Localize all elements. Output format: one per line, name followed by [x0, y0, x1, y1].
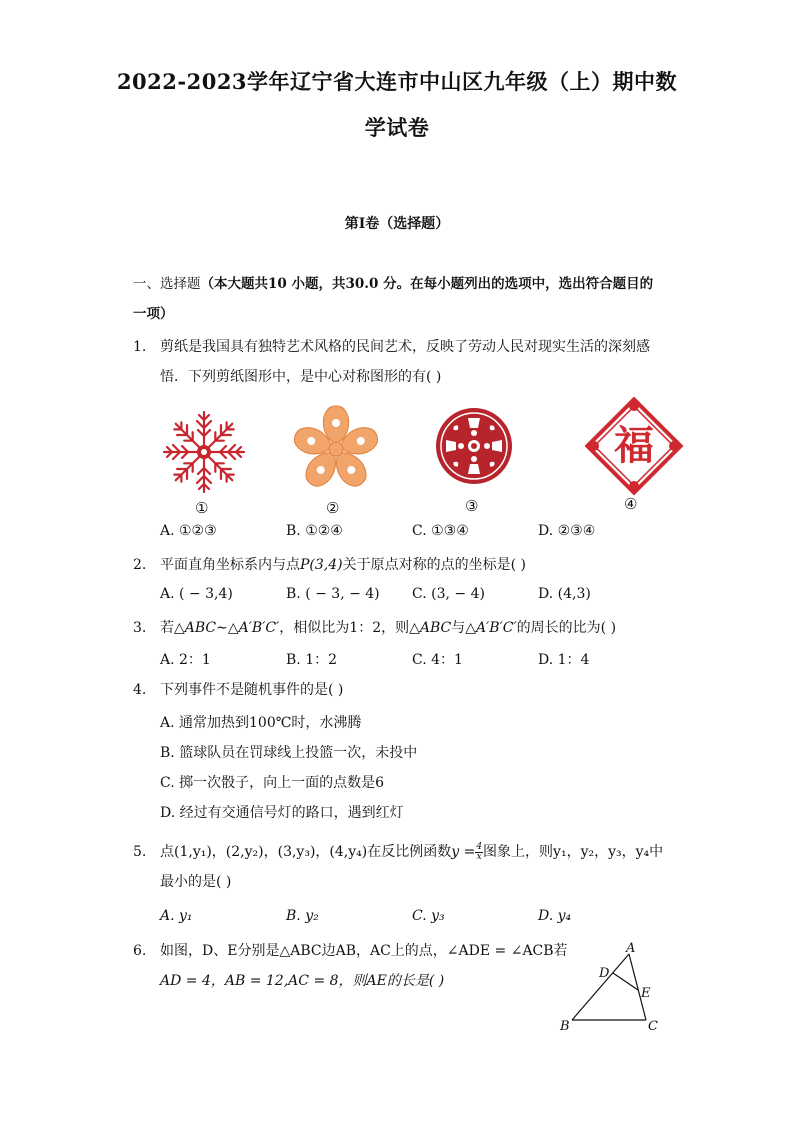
question-text-line1 [160, 837, 673, 867]
section-desc: （本大题共10 小题，共30.0 分。在每小题列出的选项中，选出符合题目的 [200, 276, 654, 292]
point-label: P(3,4) [300, 557, 343, 573]
question-2 [133, 550, 673, 580]
option-a[interactable]: A. 2：1 [160, 652, 211, 668]
section-desc-line2: 一项） [133, 306, 174, 322]
question-text-line2: 悟．下列剪纸图形中，是中心对称图形的有( ) [160, 369, 442, 385]
text-part: 图象上，则y₁，y₂，y₃，y₄中 [483, 844, 664, 860]
fu-character-papercut-figure [584, 396, 684, 496]
option-a[interactable]: A. 通常加热到100℃时，水沸腾 [160, 715, 362, 731]
text-part: 点(1,y₁)，(2,y₂)，(3,y₃)，(4,y₄)在反比例函数 [160, 844, 452, 860]
section-header [133, 269, 673, 299]
question-number: 3. [133, 620, 147, 636]
option-d[interactable]: D. (4,3) [538, 586, 591, 602]
similarity-expr: △ABC∼△A′B′C′ [174, 620, 280, 636]
question-number: 4. [133, 682, 147, 698]
option-c[interactable]: C. 4：1 [412, 652, 463, 668]
text-part: 的周长的比为( ) [516, 620, 617, 636]
question-text: 下列事件不是随机事件的是( ) [160, 682, 344, 698]
option-d[interactable]: D. 1：4 [538, 652, 590, 668]
medallion-papercut-figure [434, 406, 514, 486]
vertex-a-label: A [626, 941, 636, 956]
option-a[interactable]: A. y₁ [160, 908, 193, 924]
question-5 [133, 837, 673, 897]
option-a[interactable]: A. ①②③ [160, 523, 217, 539]
figure-label-3: ③ [465, 497, 479, 515]
option-b[interactable]: B. ( − 3, − 4) [286, 586, 380, 602]
option-b[interactable]: B. ①②④ [286, 523, 343, 539]
flower-papercut-figure [291, 404, 381, 494]
vertex-e-label: E [641, 986, 651, 1001]
text-part: 关于原点对称的点的坐标是( ) [342, 557, 526, 573]
text-part: 与 [451, 620, 466, 636]
fraction [475, 843, 483, 862]
text-part: 若 [160, 620, 174, 636]
question-6 [133, 936, 573, 996]
question-text-line2: AD = 4，AB = 12,AC = 8，则AE的长是( ) [160, 973, 445, 989]
option-b[interactable]: B. y₂ [286, 908, 319, 924]
text-part: ，相似比为1：2，则 [279, 620, 410, 636]
option-d[interactable]: D. ②③④ [538, 523, 596, 539]
q3-options [160, 649, 680, 673]
option-b[interactable]: B. 1：2 [286, 652, 338, 668]
figure-label-4: ④ [624, 495, 638, 513]
option-c[interactable]: C. 掷一次骰子，向上一面的点数是6 [160, 775, 385, 791]
vertex-c-label: C [648, 1019, 658, 1034]
triangle-label: △ABC [409, 620, 452, 636]
option-c[interactable]: C. y₃ [412, 908, 445, 924]
section-label: 一、选择题 [133, 276, 201, 292]
fu-character: 福 [614, 423, 654, 469]
option-b[interactable]: B. 篮球队员在罚球线上投篮一次，未投中 [160, 745, 418, 761]
question-text-line2: 最小的是( ) [160, 874, 232, 890]
option-d[interactable]: D. y₄ [538, 908, 572, 924]
snowflake-papercut-figure [162, 410, 246, 494]
triangle-diagram [556, 940, 670, 1034]
vertex-b-label: B [560, 1019, 570, 1034]
question-text [160, 550, 673, 580]
page-title-line1: 2022-2023学年辽宁省大连市中山区九年级（上）期中数 [116, 69, 678, 94]
option-c[interactable]: C. ①③④ [412, 523, 469, 539]
function-lhs: y = [451, 844, 476, 860]
q5-options [160, 908, 680, 932]
triangle-label: △A′B′C′ [465, 620, 517, 636]
fraction-denominator: x [476, 851, 482, 862]
option-d[interactable]: D. 经过有交通信号灯的路口，遇到红灯 [160, 805, 404, 821]
question-3 [133, 613, 673, 643]
fraction-numerator: 4 [476, 841, 483, 852]
figure-label-1: ① [195, 499, 209, 517]
option-a[interactable]: A. ( − 3,4) [160, 586, 233, 602]
figure-label-2: ② [326, 499, 340, 517]
question-number: 5. [133, 844, 147, 860]
text-part: 平面直角坐标系内与点 [160, 557, 300, 573]
question-number: 6. [133, 943, 147, 959]
question-number: 1. [133, 339, 147, 355]
page-title-line2: 学试卷 [364, 115, 430, 140]
part-title: 第I卷（选择题） [344, 216, 450, 232]
question-text [160, 613, 673, 643]
question-1 [133, 332, 673, 392]
q1-options [160, 523, 680, 547]
option-c[interactable]: C. (3, − 4) [412, 586, 485, 602]
side-ab [572, 954, 629, 1020]
vertex-d-label: D [599, 966, 610, 981]
q2-options [160, 586, 680, 610]
question-number: 2. [133, 557, 147, 573]
question-4 [133, 675, 673, 705]
question-text-line1: 如图，D、E分别是△ABC边AB，AC上的点，∠ADE = ∠ACB若 [160, 943, 568, 959]
question-text-line1: 剪纸是我国具有独特艺术风格的民间艺术，反映了劳动人民对现实生活的深刻感 [160, 339, 650, 355]
